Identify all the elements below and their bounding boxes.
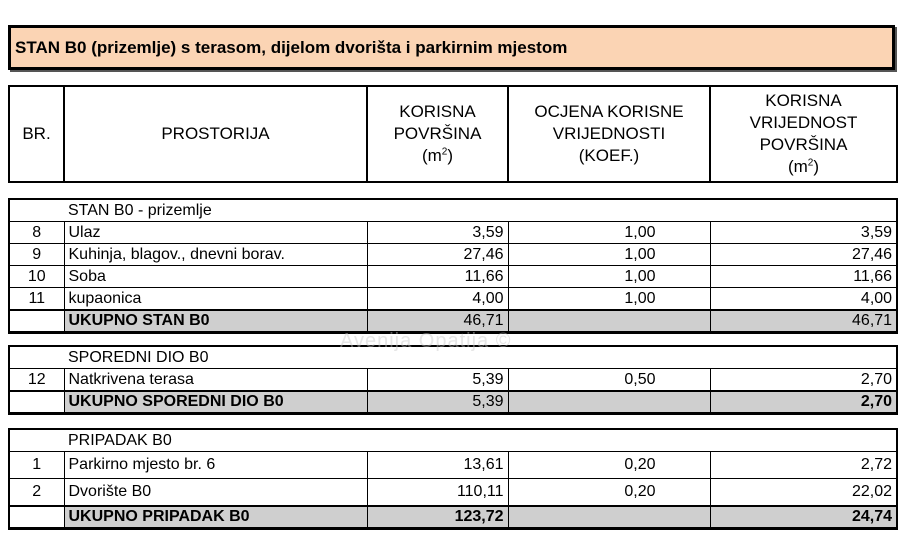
column-header-table — [8, 85, 898, 183]
col-header-vrijednost: KORISNA VRIJEDNOST POVRŠINA $(m^2)$ — [710, 86, 897, 182]
row-number: 8 — [9, 222, 64, 244]
col-header-br: BR. — [9, 86, 64, 182]
row-number: 2 — [9, 479, 64, 507]
table-row — [9, 479, 897, 507]
col-header-prostorija: PROSTORIJA — [64, 86, 367, 182]
row-area: 110,11 — [367, 479, 508, 507]
total-value: 2,70 — [710, 391, 897, 414]
title-text: STAN B0 (prizemlje) s terasom, dijelom dvorišta i parkirnim mjestom — [15, 37, 568, 57]
section-heading: STAN B0 - prizemlje — [9, 199, 897, 222]
row-name: Kuhinja, blagov., dnevni borav. — [64, 244, 367, 266]
total-area: 5,39 — [367, 391, 508, 414]
row-value: 2,72 — [710, 452, 897, 479]
col-header-ocjena: OCJENA KORISNE VRIJEDNOSTI (KOEF.) — [508, 86, 710, 182]
table-row — [9, 288, 897, 311]
row-name: Parkirno mjesto br. 6 — [64, 452, 367, 479]
column-header-row — [9, 86, 897, 182]
row-value: 4,00 — [710, 288, 897, 311]
row-number: 12 — [9, 369, 64, 392]
total-label: UKUPNO STAN B0 — [64, 310, 367, 333]
row-name: Soba — [64, 266, 367, 288]
row-number: 11 — [9, 288, 64, 311]
row-area: 27,46 — [367, 244, 508, 266]
row-name: Dvorište B0 — [64, 479, 367, 507]
total-value: 46,71 — [710, 310, 897, 333]
table-row — [9, 266, 897, 288]
row-number: 9 — [9, 244, 64, 266]
section-stan-table — [8, 198, 898, 334]
row-area: 4,00 — [367, 288, 508, 311]
row-coef: 1,00 — [508, 222, 710, 244]
section-heading-row — [9, 199, 897, 222]
row-coef: 1,00 — [508, 244, 710, 266]
total-area: 123,72 — [367, 506, 508, 529]
total-label: UKUPNO PRIPADAK B0 — [64, 506, 367, 529]
section-heading-row — [9, 429, 897, 452]
row-coef: 0,50 — [508, 369, 710, 392]
col-header-korisna-povrsina: KORISNA POVRŠINA $(m^2)$ — [367, 86, 508, 182]
row-area: 11,66 — [367, 266, 508, 288]
table-row — [9, 452, 897, 479]
row-value: 27,46 — [710, 244, 897, 266]
row-value: 11,66 — [710, 266, 897, 288]
document-title — [8, 25, 895, 70]
total-row — [9, 506, 897, 529]
row-name: Natkrivena terasa — [64, 369, 367, 392]
section-heading: PRIPADAK B0 — [9, 429, 897, 452]
row-value: 22,02 — [710, 479, 897, 507]
row-name: kupaonica — [64, 288, 367, 311]
table-row — [9, 244, 897, 266]
total-row — [9, 391, 897, 414]
row-coef: 0,20 — [508, 452, 710, 479]
row-coef: 1,00 — [508, 288, 710, 311]
row-value: 3,59 — [710, 222, 897, 244]
total-area: 46,71 — [367, 310, 508, 333]
watermark: Avenija Opatija © — [340, 330, 512, 352]
total-row — [9, 310, 897, 333]
table-row — [9, 222, 897, 244]
section-sporedni-table — [8, 345, 898, 415]
row-coef: 0,20 — [508, 479, 710, 507]
section-pripadak-table — [8, 428, 898, 530]
row-coef: 1,00 — [508, 266, 710, 288]
section-heading: SPOREDNI DIO B0 — [9, 346, 897, 369]
table-row — [9, 369, 897, 392]
total-label: UKUPNO SPOREDNI DIO B0 — [64, 391, 367, 414]
row-area: 5,39 — [367, 369, 508, 392]
row-area: 13,61 — [367, 452, 508, 479]
row-number: 10 — [9, 266, 64, 288]
section-heading-row — [9, 346, 897, 369]
row-number: 1 — [9, 452, 64, 479]
row-value: 2,70 — [710, 369, 897, 392]
row-area: 3,59 — [367, 222, 508, 244]
total-value: 24,74 — [710, 506, 897, 529]
row-name: Ulaz — [64, 222, 367, 244]
